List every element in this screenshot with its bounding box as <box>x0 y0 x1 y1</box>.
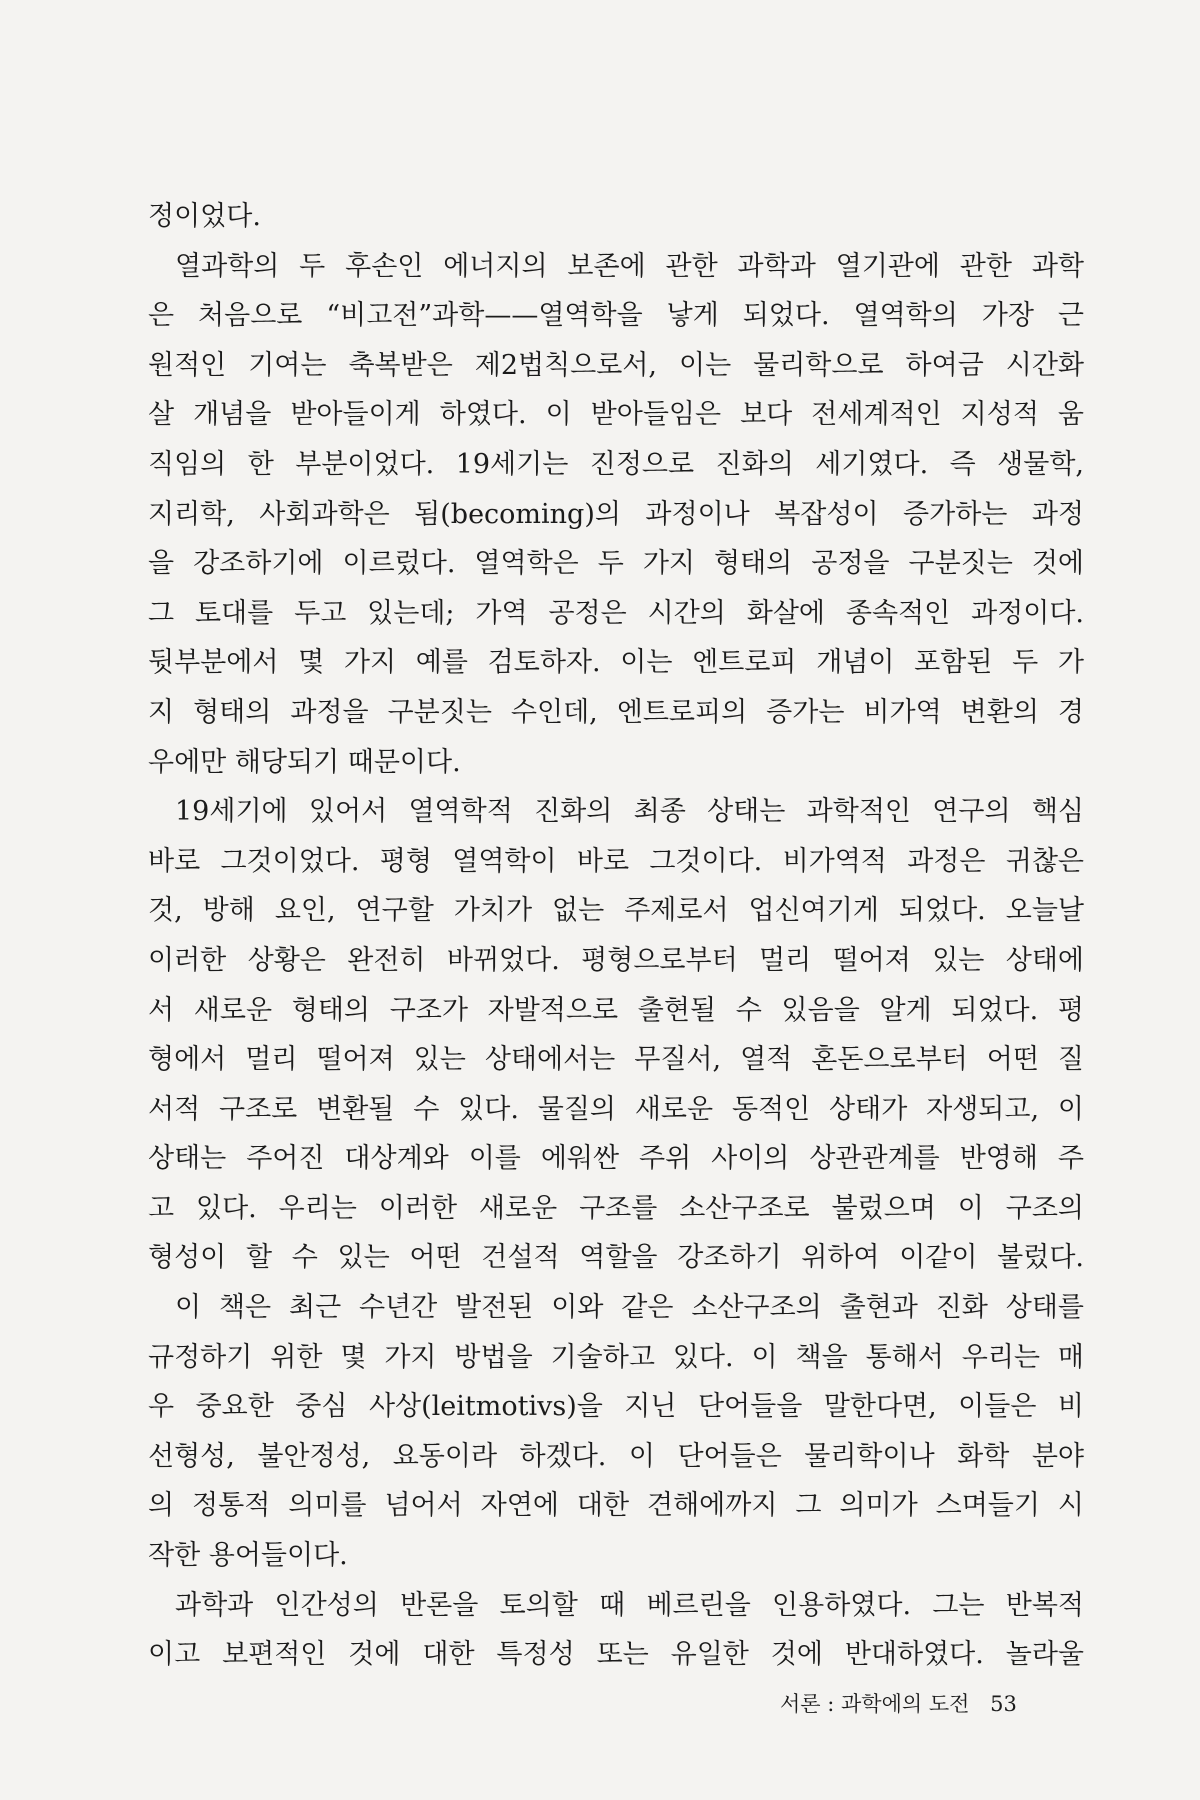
text-line: 원적인 기여는 축복받은 제2법칙으로서, 이는 물리학으로 하여금 시간화 <box>148 349 1084 381</box>
text-line: 의 정통적 의미를 넘어서 자연에 대한 견해에까지 그 의미가 스며들기 시 <box>148 1490 1084 1522</box>
body-text <box>148 192 1084 1680</box>
text-line: 그 토대를 두고 있는데; 가역 공정은 시간의 화살에 종속적인 과정이다. <box>148 597 1084 629</box>
text-line: 우에만 해당되기 때문이다. <box>148 746 461 778</box>
text-line: 규정하기 위한 몇 가지 방법을 기술하고 있다. 이 책을 통해서 우리는 매 <box>148 1341 1084 1373</box>
page-number: 53 <box>990 1692 1017 1716</box>
text-line: 작한 용어들이다. <box>148 1540 348 1572</box>
text-line: 지리학, 사회과학은 됨(becoming)의 과정이나 복잡성이 증가하는 과정 <box>148 498 1084 530</box>
text-line: 형성이 할 수 있는 어떤 건설적 역할을 강조하기 위하여 이같이 불렀다. <box>148 1242 1084 1274</box>
text-line: 을 강조하기에 이르렀다. 열역학은 두 가지 형태의 공정을 구분짓는 것에 <box>148 548 1084 580</box>
text-line: 19세기에 있어서 열역학적 진화의 최종 상태는 과학적인 연구의 핵심 <box>175 796 1084 828</box>
text-line: 형에서 멀리 떨어져 있는 상태에서는 무질서, 열적 혼돈으로부터 어떤 질 <box>148 1044 1084 1076</box>
text-line: 과학과 인간성의 반론을 토의할 때 베르린을 인용하였다. 그는 반복적 <box>175 1589 1084 1621</box>
text-line: 선형성, 불안정성, 요동이라 하겠다. 이 단어들은 물리학이나 화학 분야 <box>148 1440 1084 1472</box>
text-line: 이러한 상황은 완전히 바뀌었다. 평형으로부터 멀리 떨어져 있는 상태에 <box>148 944 1084 976</box>
text-line: 살 개념을 받아들이게 하였다. 이 받아들임은 보다 전세계적인 지성적 움 <box>148 399 1084 431</box>
text-line: 열과학의 두 후손인 에너지의 보존에 관한 과학과 열기관에 관한 과학 <box>175 250 1084 282</box>
text-line: 고 있다. 우리는 이러한 새로운 구조를 소산구조로 불렀으며 이 구조의 <box>148 1192 1084 1224</box>
text-line: 뒷부분에서 몇 가지 예를 검토하자. 이는 엔트로피 개념이 포함된 두 가 <box>148 647 1084 679</box>
text-line: 직임의 한 부분이었다. 19세기는 진정으로 진화의 세기였다. 즉 생물학, <box>148 448 1084 480</box>
running-title: 서론 : 과학에의 도전 <box>780 1692 970 1716</box>
text-line: 우 중요한 중심 사상(leitmotivs)을 지닌 단어들을 말한다면, 이들은 비 <box>148 1391 1084 1423</box>
text-line: 상태는 주어진 대상계와 이를 에워싼 주위 사이의 상관관계를 반영해 주 <box>148 1143 1084 1175</box>
text-line: 서적 구조로 변환될 수 있다. 물질의 새로운 동적인 상태가 자생되고, 이 <box>148 1093 1084 1125</box>
text-line: 정이었다. <box>148 201 261 232</box>
page-footer <box>780 1688 1080 1718</box>
text-line: 서 새로운 형태의 구조가 자발적으로 출현될 수 있음을 알게 되었다. 평 <box>148 994 1084 1026</box>
text-line: 이 책은 최근 수년간 발전된 이와 같은 소산구조의 출현과 진화 상태를 <box>175 1292 1084 1324</box>
text-line: 은 처음으로 “비고전”과학——열역학을 낳게 되었다. 열역학의 가장 근 <box>148 300 1084 332</box>
text-line: 이고 보편적인 것에 대한 특정성 또는 유일한 것에 반대하였다. 놀라울 <box>148 1639 1084 1671</box>
text-line: 것, 방해 요인, 연구할 가치가 없는 주제로서 업신여기게 되었다. 오늘날 <box>148 895 1084 927</box>
text-line: 바로 그것이었다. 평형 열역학이 바로 그것이다. 비가역적 과정은 귀찮은 <box>148 845 1084 877</box>
text-line: 지 형태의 과정을 구분짓는 수인데, 엔트로피의 증가는 비가역 변환의 경 <box>148 696 1084 728</box>
